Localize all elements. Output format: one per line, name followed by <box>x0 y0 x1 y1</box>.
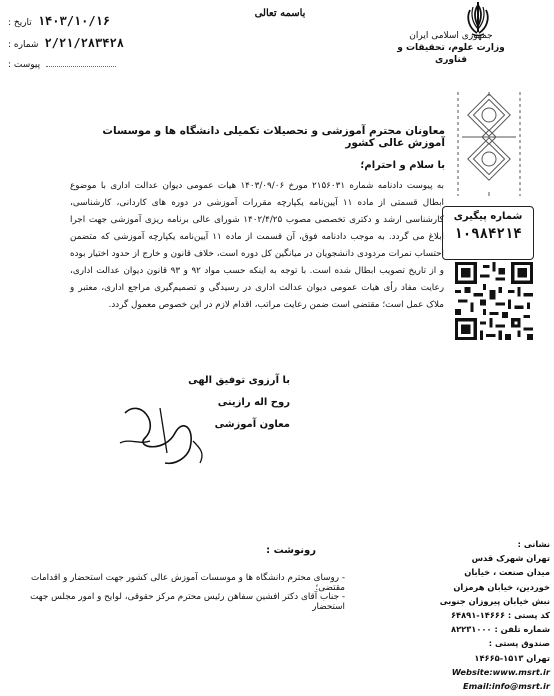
tracking-box <box>442 206 534 260</box>
email-link[interactable]: Email:info@msrt.ir <box>462 681 550 692</box>
cc-item-1: - روسای محترم دانشگاه ها و موسسات آموزش عالی کشور جهت استحضار و اقدامات مقتضی؛ <box>30 573 345 593</box>
number-row <box>8 36 124 50</box>
contact-line-4: خوردین، خیابان هرمزان <box>453 581 550 592</box>
tracking-number: ۱۰۹۸۴۲۱۴ <box>454 226 522 242</box>
tracking-label: شماره پیگیری <box>453 211 523 222</box>
recipient-title: معاونان محترم آموزشی و تحصیلات تکمیلی دانشگاه ها و موسسات آموزش عالی کشور <box>102 125 445 149</box>
cc-item-2: - جناب آقای دکتر افشین سفاهن رئیس محترم مرکز حقوقی، لوایح و امور مجلس جهت استحضار <box>30 592 345 612</box>
contact-line-1: نشانی : <box>517 539 550 549</box>
attachment-label: پیوست : <box>8 60 41 70</box>
attachment-line <box>46 58 116 67</box>
contact-line-6: کد پستی : ۱۴۶۶۶-۶۴۸۹۱ <box>450 610 550 621</box>
closing-phrase: با آرزوی توفیق الهی <box>188 375 290 386</box>
handwritten-signature <box>105 393 215 473</box>
ministry-name <box>392 30 510 66</box>
contact-line-5: نبش خیابان پیروزان جنوبی <box>439 595 550 606</box>
number-value: ۲/۲۱/۲۸۳۴۲۸ <box>44 36 124 50</box>
signer-title: معاون آموزشی <box>214 419 290 430</box>
letter-body: به پیوست دادنامه شماره ۲۱۵۶۰۳۱ مورخ ۱۴۰۳/۰۹/۰۶ هیات عمومی دیوان عدالت اداری با موضوع ابطال قسمتی از ماده ۱۱ آیین‌نامه یکپارچه مقررات آموزشی در دوره های کاردانی، کارشناسی، کارشناسی ارشد و دکتری تخصصی مصوب ۱۴۰۲/۴/۲۵ شورای عالی برنامه ریزی آموزشی جهت اجرا ابلاغ می گردد. به موجب دادنامه فوق، آن قسمت از ماده ۱۱ آیین‌نامه یکپارچه آموزشی که متضمن احتساب نمرات مردودی دانشجویان در میانگین کل دوره است، خلاف قانون و خارج از حدود اختیار بوده و از تاریخ تصویب ابطال شده است. با توجه به اینکه حسب مواد ۹۲ و ۹۳ قانون دیوان عدالت اداری، رعایت مفاد رأی هیات عمومی دیوان عدالت اداری در رسیدگی و تصمیم‌گیری مراجع اداری، معتبر و ملاک عمل است؛ مقتضی است ضمن رعایت مراتب، اقدام لازم در این خصوص معمول گردد. <box>70 181 445 310</box>
basmala: باسمه تعالی <box>254 8 306 19</box>
greeting: با سلام و احترام؛ <box>360 160 445 171</box>
attachment-row <box>8 58 116 70</box>
contact-line-7: شماره تلفن : ۸۲۲۳۱۰۰۰ <box>451 624 550 635</box>
date-row <box>8 14 110 28</box>
contact-line-2: تهران شهرک قدس <box>471 553 550 564</box>
ministry-line-1: جمهوری اسلامی ایران <box>409 31 493 41</box>
contact-line-8: صندوق پستی : <box>488 638 550 649</box>
website-link[interactable]: Website:www.msrt.ir <box>451 666 550 677</box>
date-value: ۱۴۰۳/۱۰/۱۶ <box>37 14 111 28</box>
number-label: شماره : <box>8 40 39 50</box>
contact-line-9: تهران ۱۵۱۳-۱۴۶۶۵ <box>474 652 550 663</box>
signer-name: روح اله رازینی <box>217 397 290 408</box>
ornament-pattern <box>452 92 526 196</box>
date-label: تاریخ : <box>8 18 32 28</box>
ministry-line-2: وزارت علوم، تحقیقات و فناوری <box>397 43 505 65</box>
qr-code[interactable] <box>455 262 533 340</box>
contact-block <box>405 537 550 693</box>
cc-label: رونوشت : <box>266 545 316 556</box>
contact-line-3: میدان صنعت ، خیابان <box>464 567 550 578</box>
